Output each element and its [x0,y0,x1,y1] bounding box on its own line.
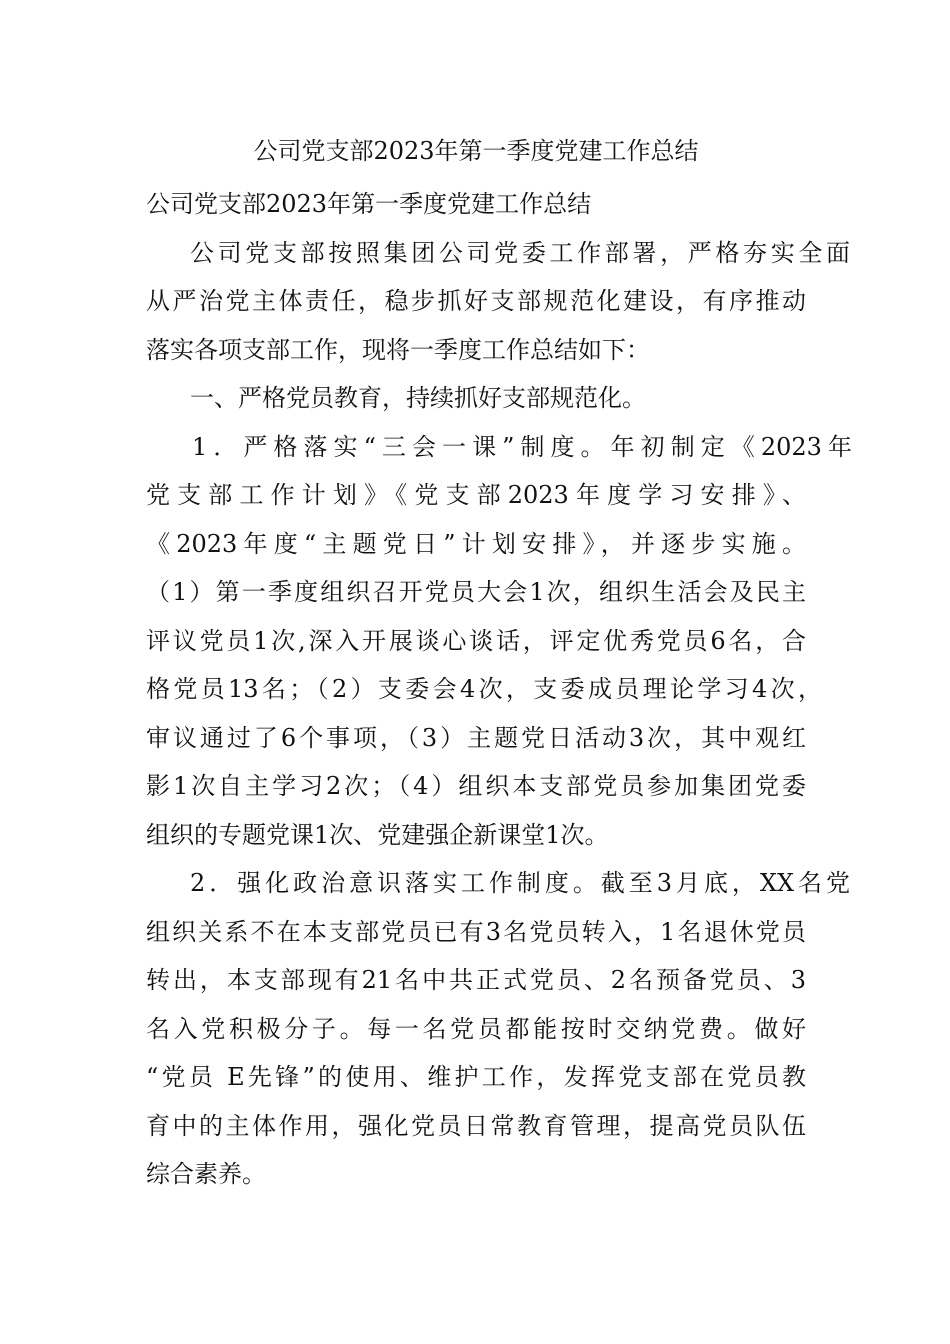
paragraph-line: 落实各项支部工作，现将一季度工作总结如下： [146,335,650,364]
paragraph-line: 综合素养。 [146,1160,266,1188]
paragraph-line: 评议党员1次,深入开展谈心谈话，评定优秀党员6名，合 [146,626,806,655]
paragraph-line: 育中的主体作用，强化党员日常教育管理，提高党员队伍 [146,1111,806,1140]
paragraph-line: 组织的专题党课1次、党建强企新课堂1次。 [146,820,609,849]
subtitle-line: 公司党支部2023年第一季度党建工作总结 [146,190,592,218]
paragraph-line: 审议通过了6个事项，（3）主题党日活动3次，其中观红 [146,723,806,752]
paragraph-line: “党员 E先锋”的使用、维护工作，发挥党支部在党员教 [146,1063,806,1091]
paragraph-line: 转出，本支部现有21名中共正式党员、2名预备党员、3 [146,966,806,994]
paragraph-line: （1）第一季度组织召开党员大会1次，组织生活会及民主 [146,578,806,606]
document-body [146,180,852,1199]
paragraph-line: 组织关系不在本支部党员已有3名党员转入，1名退休党员 [146,917,806,946]
paragraph-line: 党支部工作计划》《党支部2023年度学习安排》、 [146,481,806,509]
paragraph-line: 公司党支部按照集团公司党委工作部署，严格夯实全面 [190,238,850,267]
paragraph-line: 《2023年度“主题党日”计划安排》，并逐步实施。 [146,529,806,558]
paragraph-line: 2．强化政治意识落实工作制度。截至3月底，XX名党 [190,869,850,897]
paragraph-line: 格党员13名；（2）支委会4次，支委成员理论学习4次， [146,675,822,703]
paragraph-line: 从严治党主体责任，稳步抓好支部规范化建设，有序推动 [146,287,806,315]
document-title: 公司党支部2023年第一季度党建工作总结 [253,137,699,165]
section-heading: 一、严格党员教育，持续抓好支部规范化。 [190,384,646,412]
paragraph-line: 影1次自主学习2次；（4）组织本支部党员参加集团党委 [146,772,806,800]
paragraph-line: 名入党积极分子。每一名党员都能按时交纳党费。做好 [146,1014,806,1043]
paragraph-line: 1．严格落实“三会一课”制度。年初制定《2023年 [192,432,852,461]
